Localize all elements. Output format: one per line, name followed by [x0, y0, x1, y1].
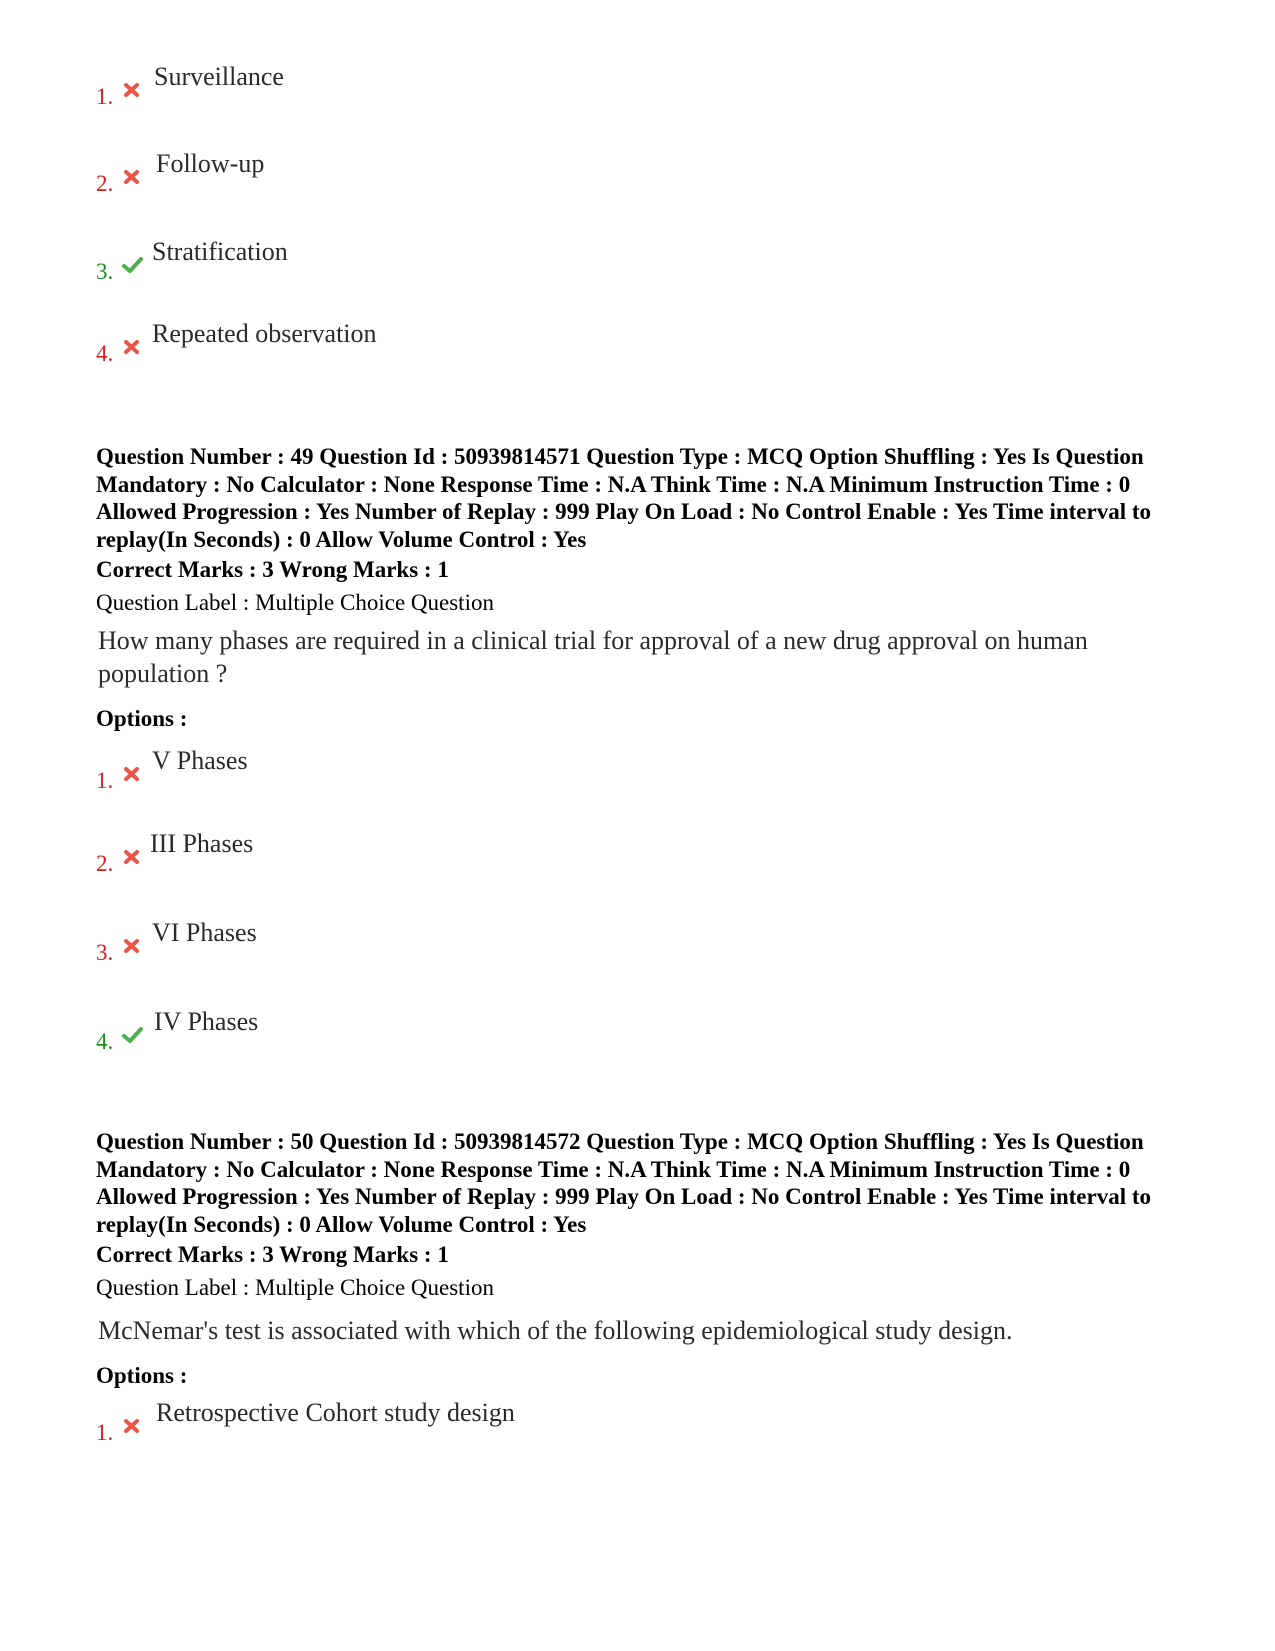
option-number: 2. [96, 851, 114, 876]
option-item [96, 149, 796, 199]
cross-icon [122, 80, 142, 100]
cross-icon [122, 1416, 142, 1436]
option-number: 3. [96, 259, 114, 284]
question-text: McNemar's test is associated with which of the following epidemiological study design. [98, 1316, 1013, 1345]
option-text: IV Phases [154, 1007, 259, 1036]
option-text: V Phases [152, 746, 248, 775]
cross-icon [122, 337, 142, 357]
option-text: Repeated observation [152, 319, 377, 348]
question-label: Question Label : Multiple Choice Question [96, 1275, 494, 1300]
option-item [96, 62, 796, 112]
cross-icon [122, 936, 142, 956]
option-item [96, 1007, 796, 1057]
option-number: 4. [96, 341, 114, 366]
option-number: 3. [96, 940, 114, 965]
option-text: Retrospective Cohort study design [156, 1398, 515, 1427]
options-heading: Options : [96, 1363, 188, 1388]
option-number: 2. [96, 171, 114, 196]
option-text: Follow-up [156, 149, 265, 178]
option-item [96, 237, 796, 287]
option-text: III Phases [150, 829, 254, 858]
option-item [96, 1398, 796, 1448]
check-icon [120, 1025, 144, 1045]
question-marks: Correct Marks : 3 Wrong Marks : 1 [96, 1242, 449, 1267]
option-number: 1. [96, 768, 114, 793]
cross-icon [122, 764, 142, 784]
option-item [96, 829, 796, 879]
question-marks: Correct Marks : 3 Wrong Marks : 1 [96, 557, 449, 582]
option-number: 1. [96, 1420, 114, 1445]
question-meta: Question Number : 50 Question Id : 50939814572 Question Type : MCQ Option Shuffling : Yes Is Question Mandatory : No Calculator : None Response Time : N.A Think Time : N.A Minimum Instruction Time : 0 Allowed Progression : Yes Number of Replay : 999 Play On Load : No Control Enable : Yes Time interval to replay(In Seconds) : 0 Allow Volume Control : Yes [96, 1129, 1152, 1237]
cross-icon [122, 847, 142, 867]
option-text: Surveillance [154, 62, 284, 91]
option-item [96, 918, 796, 968]
question-label: Question Label : Multiple Choice Question [96, 590, 494, 615]
option-number: 4. [96, 1029, 114, 1054]
option-text: Stratification [152, 237, 288, 266]
option-item [96, 746, 796, 796]
question-text: How many phases are required in a clinical trial for approval of a new drug approval on human population ? [98, 626, 1088, 688]
check-icon [120, 255, 144, 275]
option-number: 1. [96, 84, 114, 109]
options-heading: Options : [96, 706, 188, 731]
cross-icon [122, 167, 142, 187]
option-text: VI Phases [152, 918, 257, 947]
option-item [96, 319, 796, 369]
question-meta: Question Number : 49 Question Id : 50939814571 Question Type : MCQ Option Shuffling : Yes Is Question Mandatory : No Calculator : None Response Time : N.A Think Time : N.A Minimum Instruction Time : 0 Allowed Progression : Yes Number of Replay : 999 Play On Load : No Control Enable : Yes Time interval to replay(In Seconds) : 0 Allow Volume Control : Yes [96, 444, 1152, 552]
